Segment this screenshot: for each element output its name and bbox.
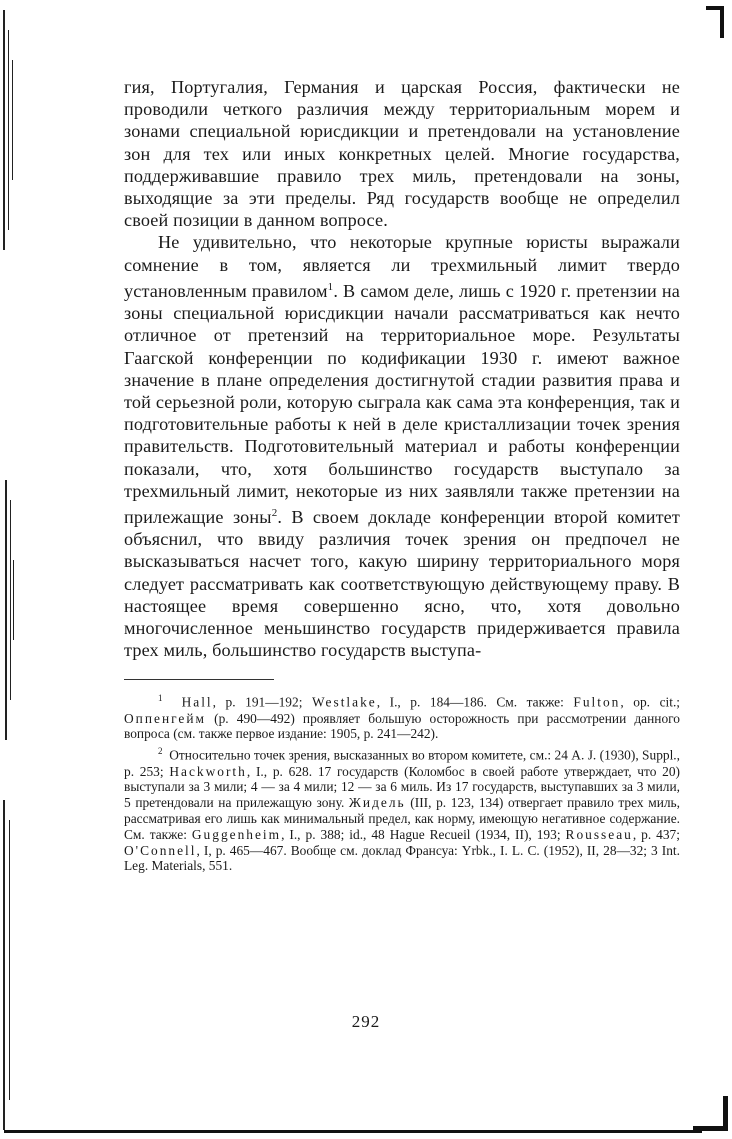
fn2-text-2: , I., p. 628. 17 государств (Коломбос в своей работе утверждает, что 20) выступали за 3 мили; 4 — за 4 мили; 12 — за 6 миль. Из 17 государств, выступавших за 3 мили, 5 претендовали на прилежащую зону. <box>124 763 680 811</box>
footnote-2 <box>124 744 680 874</box>
main-text <box>124 76 680 661</box>
footnote-1 <box>124 691 680 742</box>
fn2-text-4: , I., p. 388; id., 48 Hague Recueil (1934, II), 193; <box>281 826 566 842</box>
fn1-text-3: , op. cit.; <box>620 694 681 710</box>
fn1-text-1: , p. 191—192; <box>212 694 312 710</box>
fn1-author-westlake: Westlake <box>311 694 377 710</box>
fn2-author-hackworth: Hackworth <box>169 763 247 779</box>
fn1-author-hall: Hall <box>181 694 213 710</box>
fn2-text-6: , I, p. 465—467. Вообще см. доклад Франсуа: Yrbk., I. L. C. (1952), II, 28—32; 3 Int. Leg. Materials, 551. <box>124 842 680 874</box>
scan-left-edge <box>0 0 16 1139</box>
footnotes <box>124 691 680 874</box>
fn2-author-gidel: Жидель <box>348 795 406 811</box>
footnote-1-mark: 1 <box>158 693 163 704</box>
fn2-author-oconnell: O'Connell <box>124 842 197 858</box>
paragraph-2 <box>124 231 680 661</box>
fn2-text-3: (III, р. 123, 134) отвергает правило трех миль, рассматривая его лишь как минимальный предел, как норму, имеющую негативное содержание. См. также: <box>124 795 680 842</box>
footnote-ref-1: 1 <box>327 280 334 293</box>
page-content <box>124 76 680 874</box>
paragraph-2-part-a: Не удивительно, что некоторые крупные юристы выражали сомнение в том, является ли трехмильный лимит твердо установленным правилом <box>124 232 680 301</box>
paragraph-2-part-c: . В своем докладе конференции второй комитет объяснил, что ввиду различия точек зрения он предпочел не высказываться насчет того, какую ширину территориального моря следует рассматривать как соответствующую действующему праву. В настоящее время совершенно ясно, что, хотя довольно многочисленное меньшинство государств придерживается правила трех миль, большинство государств выступа- <box>124 506 680 661</box>
fn2-author-rousseau: Rousseau <box>565 826 633 842</box>
paragraph-2-part-b: . В самом деле, лишь с 1920 г. претензии на зоны специальной юрисдикции начали рассматриваться как нечто отличное от претензий на территориальное море. Результаты Гаагской конференции по кодификации 1930 г. имеют важное значение в плане определения достигнутой стадии развития права и той серьезной роли, которую сыграла как сама эта конференция, так и подготовительные работы к ней в деле кристаллизации точек зрения правительств. Подготовительный материал и работы конференции показали, что, хотя большинство государств выступало за трехмильный лимит, некоторые из них заявляли также претензии на прилежащие зоны <box>124 280 681 527</box>
footnote-divider <box>124 679 274 680</box>
fn1-text-4: (р. 490—492) проявляет большую осторожность при рассмотрении данного вопроса (см. также первое издание: 1905, р. 241—242). <box>124 710 680 742</box>
scan-corner-bottom-right <box>693 1096 728 1131</box>
fn2-author-guggenheim: Guggenheim <box>191 826 282 842</box>
fn2-text-5: , p. 437; <box>632 826 680 842</box>
page-number: 292 <box>351 1012 381 1031</box>
footnote-2-mark: 2 <box>158 746 163 757</box>
paragraph-1: гия, Португалия, Германия и царская Россия, фактически не проводили четкого различия между территориальным морем и зонами специальной юрисдикции и претендовали на установление зон для тех или иных конкретных целей. Многие государства, поддерживавшие правило трех миль, претендовали на зоны, выходящие за эти пределы. Ряд государств вообще не определил своей позиции в данном вопросе. <box>124 77 680 231</box>
fn1-text-2: , I., p. 184—186. См. также: <box>376 694 574 710</box>
scan-corner-top-right <box>706 6 724 38</box>
fn1-author-oppenheim: Оппенгейм <box>124 710 207 726</box>
footnote-ref-2: 2 <box>271 506 278 519</box>
scan-bottom-edge <box>4 1130 702 1133</box>
fn2-text-1: Относительно точек зрения, высказанных во втором комитете, см.: 24 А. J. (1930), Suppl., p. 253; <box>124 747 680 779</box>
fn1-author-fulton: Fulton <box>573 694 621 710</box>
